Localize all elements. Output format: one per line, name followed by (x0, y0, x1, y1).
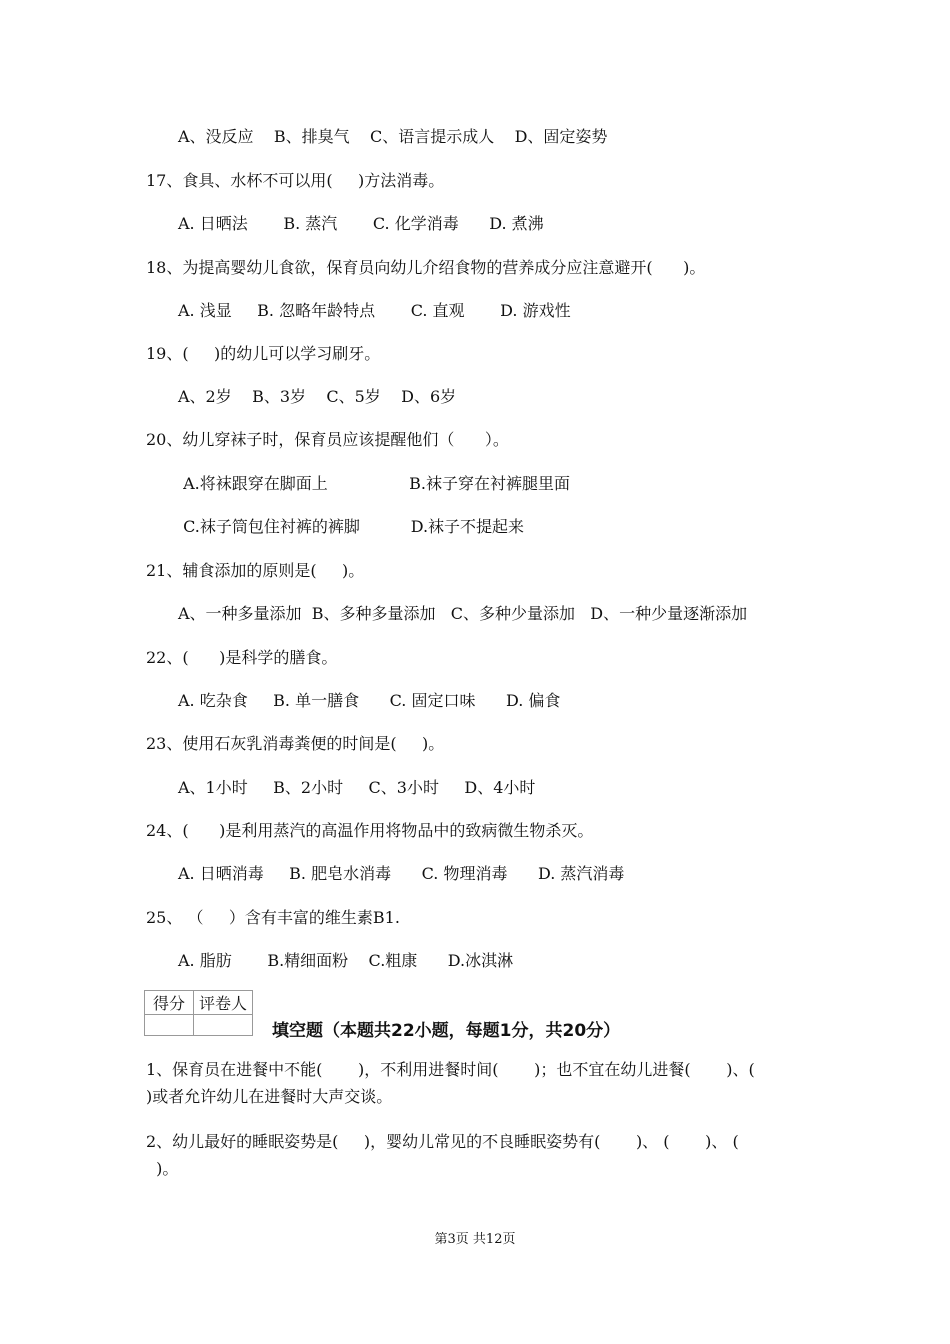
option-line: A. 浅显 B. 忽略年龄特点 C. 直观 D. 游戏性 (178, 301, 571, 320)
option-line: A. 日晒消毒 B. 肥皂水消毒 C. 物理消毒 D. 蒸汽消毒 (178, 864, 625, 883)
option-line: C.袜子筒包住衬裤的裤脚 D.袜子不提起来 (178, 517, 525, 536)
grader-cell (194, 1015, 253, 1036)
score-header: 得分 (145, 991, 194, 1015)
option-line: A、没反应 B、排臭气 C、语言提示成人 D、固定姿势 (178, 127, 608, 146)
grader-header: 评卷人 (194, 991, 253, 1015)
question-line: 21、辅食添加的原则是( )。 (146, 561, 365, 580)
option-line: A、1小时 B、2小时 C、3小时 D、4小时 (178, 778, 536, 797)
question-line: 23、使用石灰乳消毒粪便的时间是( )。 (146, 734, 445, 753)
score-table (144, 990, 253, 1036)
question-line: )或者允许幼儿在进餐时大声交谈。 (146, 1087, 393, 1106)
option-line: A. 吃杂食 B. 单一膳食 C. 固定口味 D. 偏食 (178, 691, 561, 710)
question-line: 25、 （ ）含有丰富的维生素B1. (146, 908, 400, 927)
question-line: 2、幼儿最好的睡眠姿势是( )，婴幼儿常见的不良睡眠姿势有( )、 ( )、 ( (146, 1132, 739, 1151)
question-line: )。 (146, 1159, 179, 1178)
question-line: 24、( )是利用蒸汽的高温作用将物品中的致病微生物杀灭。 (146, 821, 594, 840)
option-line: A. 脂肪 B.精细面粉 C.粗康 D.冰淇淋 (178, 951, 514, 970)
question-line: 20、幼儿穿袜子时，保育员应该提醒他们（ ）。 (146, 430, 509, 449)
question-line: 18、为提高婴幼儿食欲，保育员向幼儿介绍食物的营养成分应注意避开( )。 (146, 258, 706, 277)
question-line: 17、食具、水杯不可以用( )方法消毒。 (146, 171, 445, 190)
question-line: 1、保育员在进餐中不能( )，不利用进餐时间( )；也不宜在幼儿进餐( )、( (146, 1060, 755, 1079)
score-cell (145, 1015, 194, 1036)
page-footer: 第3页 共12页 (434, 1232, 516, 1247)
section-title: 填空题（本题共22小题，每题1分，共20分） (272, 1021, 621, 1041)
question-line: 19、( )的幼儿可以学习刷牙。 (146, 344, 381, 363)
question-line: 22、( )是科学的膳食。 (146, 648, 338, 667)
option-line: A. 日晒法 B. 蒸汽 C. 化学消毒 D. 煮沸 (178, 214, 544, 233)
option-line: A、2岁 B、3岁 C、5岁 D、6岁 (178, 387, 457, 406)
option-line: A.将袜跟穿在脚面上 B.袜子穿在衬裤腿里面 (178, 474, 570, 493)
option-line: A、一种多量添加 B、多种多量添加 C、多种少量添加 D、一种少量逐渐添加 (178, 604, 748, 623)
